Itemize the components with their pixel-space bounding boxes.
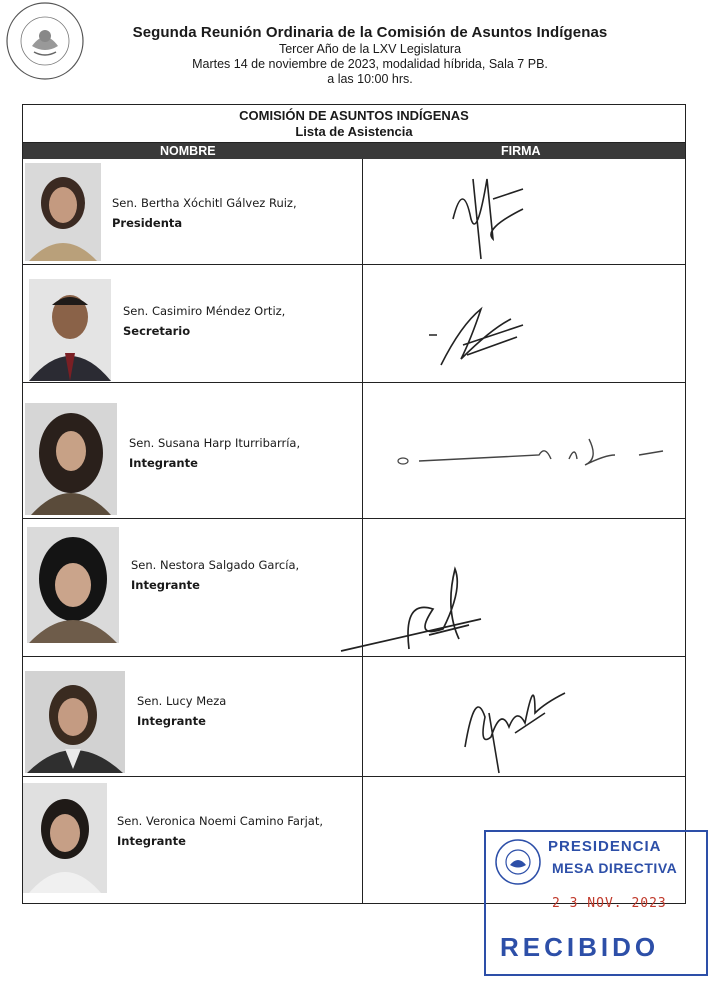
signature xyxy=(423,285,543,375)
member-role: Integrante xyxy=(129,456,198,470)
table-row xyxy=(23,519,685,657)
member-entry xyxy=(131,555,299,595)
signature xyxy=(433,159,553,265)
member-name: Sen. Casimiro Méndez Ortiz, xyxy=(123,304,286,318)
member-entry xyxy=(129,433,300,473)
member-photo xyxy=(27,527,119,643)
member-role: Integrante xyxy=(131,578,200,592)
column-header-bar xyxy=(23,143,685,159)
attendance-table xyxy=(22,104,686,904)
list-subtitle: Lista de Asistencia xyxy=(295,124,413,139)
member-entry xyxy=(112,193,297,233)
column-header-name: NOMBRE xyxy=(160,144,216,158)
legislature-line: Tercer Año de la LXV Legislatura xyxy=(278,42,462,56)
member-entry xyxy=(137,691,226,731)
stamp-presidency: PRESIDENCIA xyxy=(548,838,662,855)
stamp-board: MESA DIRECTIVA xyxy=(552,860,678,876)
member-photo xyxy=(23,783,107,893)
member-name: Sen. Nestora Salgado García, xyxy=(131,558,300,572)
stamp-status: RECIBIDO xyxy=(500,932,660,962)
time-line: a las 10:00 hrs. xyxy=(327,72,413,86)
table-row xyxy=(23,159,685,265)
member-entry xyxy=(117,811,323,851)
member-photo xyxy=(25,403,117,515)
member-name: Sen. Lucy Meza xyxy=(137,694,227,708)
member-photo xyxy=(29,279,111,381)
table-row xyxy=(23,657,685,777)
stamp-date: 2 3 NOV. 2023 xyxy=(552,896,667,911)
member-photo xyxy=(25,671,125,773)
senate-seal-logo xyxy=(4,0,86,82)
table-header xyxy=(23,105,685,143)
signature xyxy=(455,663,605,779)
signature xyxy=(389,419,669,479)
member-photo xyxy=(25,163,101,261)
member-role: Integrante xyxy=(117,834,186,848)
column-header-signature: FIRMA xyxy=(501,144,541,158)
member-name: Sen. Bertha Xóchitl Gálvez Ruiz, xyxy=(112,196,297,210)
received-stamp xyxy=(484,830,708,976)
member-name: Sen. Veronica Noemi Camino Farjat, xyxy=(117,814,324,828)
member-role: Integrante xyxy=(137,714,206,728)
signature xyxy=(339,565,499,657)
table-row xyxy=(23,383,685,519)
member-entry xyxy=(123,301,285,341)
date-location-line: Martes 14 de noviembre de 2023, modalidad híbrida, Sala 7 PB. xyxy=(192,57,548,71)
member-role: Secretario xyxy=(123,324,191,338)
member-role: Presidenta xyxy=(112,216,183,230)
committee-title: COMISIÓN DE ASUNTOS INDÍGENAS xyxy=(239,108,469,123)
senate-emblem-logo xyxy=(494,838,542,886)
table-row xyxy=(23,265,685,383)
member-name: Sen. Susana Harp Iturribarría, xyxy=(129,436,301,450)
document-title: Segunda Reunión Ordinaria de la Comisión de Asuntos Indígenas xyxy=(132,24,608,41)
